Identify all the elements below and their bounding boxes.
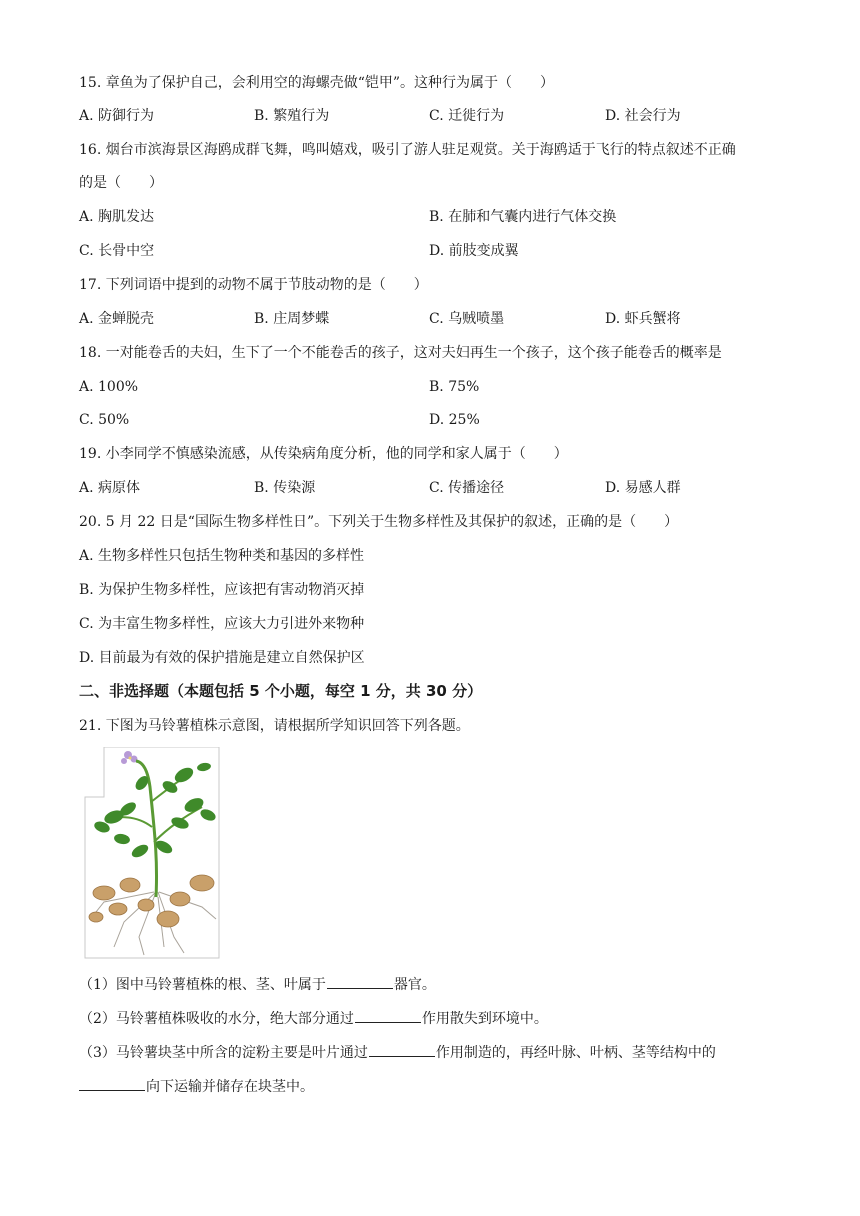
q15-option-b: B. 繁殖行为 <box>254 108 330 124</box>
q21-subquestion-1 <box>79 974 436 995</box>
q19-option-b: B. 传染源 <box>254 480 316 496</box>
question-17-stem: 17. 下列词语中提到的动物不属于节肢动物的是（ ） <box>79 277 428 293</box>
q18-option-b: B. 75% <box>429 379 480 395</box>
question-19-stem: 19. 小李同学不慎感染流感，从传染病角度分析，他的同学和家人属于（ ） <box>79 446 568 462</box>
section-2-heading: 二、非选择题（本题包括 5 个小题，每空 1 分，共 30 分） <box>79 682 483 700</box>
q21-sub2-text: （2）马铃薯植株吸收的水分，绝大部分通过 <box>79 1011 354 1027</box>
q16-option-c: C. 长骨中空 <box>79 243 155 259</box>
q20-option-a: A. 生物多样性只包括生物种类和基因的多样性 <box>79 548 365 564</box>
q19-option-a: A. 病原体 <box>79 480 141 496</box>
answer-blank-3[interactable] <box>369 1042 435 1057</box>
q18-option-c: C. 50% <box>79 412 130 428</box>
q19-option-d: D. 易感人群 <box>605 480 681 496</box>
potato-plant-icon <box>84 747 220 959</box>
q19-option-c: C. 传播途径 <box>429 480 505 496</box>
q21-sub3-middle: 作用制造的，再经叶脉、叶柄、茎等结构中的 <box>435 1045 716 1061</box>
q21-sub2-suffix: 作用散失到环境中。 <box>421 1011 548 1027</box>
question-18-stem: 18. 一对能卷舌的夫妇，生下了一个不能卷舌的孩子，这对夫妇再生一个孩子，这个孩子能卷舌的概率是 <box>79 345 722 361</box>
answer-blank-2[interactable] <box>355 1008 421 1023</box>
q21-subquestion-3 <box>79 1042 716 1063</box>
question-16-stem-line1: 16. 烟台市滨海景区海鸥成群飞舞，鸣叫嬉戏，吸引了游人驻足观赏。关于海鸥适于飞行的特点叙述不正确 <box>79 142 736 158</box>
q16-option-b: B. 在肺和气囊内进行气体交换 <box>429 209 617 225</box>
q16-option-d: D. 前肢变成翼 <box>429 243 519 259</box>
q18-option-a: A. 100% <box>79 379 139 395</box>
q21-subquestion-3-line2 <box>79 1076 314 1097</box>
q21-sub3-text: （3）马铃薯块茎中所含的淀粉主要是叶片通过 <box>79 1045 368 1061</box>
q17-option-d: D. 虾兵蟹将 <box>605 311 681 327</box>
q17-option-c: C. 乌贼喷墨 <box>429 311 505 327</box>
question-20-stem: 20. 5 月 22 日是“国际生物多样性日”。下列关于生物多样性及其保护的叙述，正确的是（ ） <box>79 514 679 530</box>
question-15-stem: 15. 章鱼为了保护自己，会利用空的海螺壳做“铠甲”。这种行为属于（ ） <box>79 75 555 91</box>
q20-option-b: B. 为保护生物多样性，应该把有害动物消灭掉 <box>79 582 365 598</box>
q21-sub1-suffix: 器官。 <box>393 977 436 993</box>
q16-option-a: A. 胸肌发达 <box>79 209 155 225</box>
answer-blank-1[interactable] <box>327 974 393 989</box>
q18-option-d: D. 25% <box>429 412 480 428</box>
q17-option-b: B. 庄周梦蝶 <box>254 311 330 327</box>
answer-blank-4[interactable] <box>79 1076 145 1091</box>
q21-sub1-text: （1）图中马铃薯植株的根、茎、叶属于 <box>79 977 326 993</box>
q15-option-a: A. 防御行为 <box>79 108 155 124</box>
q21-subquestion-2 <box>79 1008 548 1029</box>
question-21-stem: 21. 下图为马铃薯植株示意图，请根据所学知识回答下列各题。 <box>79 718 470 734</box>
q21-sub3-suffix: 向下运输并储存在块茎中。 <box>146 1079 314 1095</box>
potato-plant-figure <box>84 747 220 959</box>
question-16-stem-line2: 的是（ ） <box>79 175 163 191</box>
q20-option-c: C. 为丰富生物多样性，应该大力引进外来物种 <box>79 616 365 632</box>
q15-option-d: D. 社会行为 <box>605 108 681 124</box>
q17-option-a: A. 金蝉脱壳 <box>79 311 155 327</box>
q15-option-c: C. 迁徙行为 <box>429 108 505 124</box>
q20-option-d: D. 目前最为有效的保护措施是建立自然保护区 <box>79 650 365 666</box>
